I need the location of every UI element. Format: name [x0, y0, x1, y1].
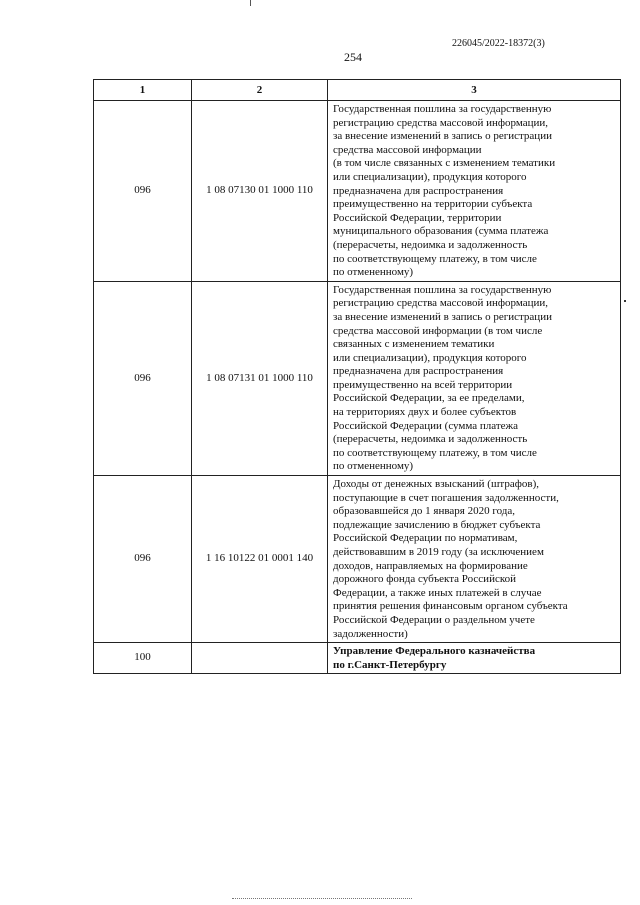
description-line: (в том числе связанных с изменением тематики: [333, 157, 556, 170]
description-cell: [328, 476, 621, 643]
description-line: Российской Федерации о раздельном учете: [333, 613, 535, 626]
description-line: преимущественно на территории субъекта: [333, 198, 533, 211]
description-cell: [328, 643, 621, 674]
description-line: средства массовой информации: [333, 143, 482, 156]
description-line: за внесение изменений в запись о регистрации: [333, 310, 552, 323]
description-line: Российской Федерации, территории: [333, 211, 502, 224]
kbk-code-cell: [192, 643, 328, 674]
table-header-row: [94, 80, 621, 101]
description-line: Федерации, а также иных платежей в случае: [333, 586, 542, 599]
description-line: подлежащие зачислению в бюджет субъекта: [333, 518, 541, 531]
column-header-3: 3: [328, 80, 621, 101]
description-line: (перерасчеты, недоимка и задолженность: [333, 433, 528, 446]
revenue-codes-table: [93, 79, 621, 674]
description-line: или специализации), продукция которого: [333, 170, 527, 183]
description-line: Государственная пошлина за государственную: [333, 103, 552, 115]
description-line: предназначена для распространения: [333, 365, 504, 378]
description-line: средства массовой информации (в том числе: [333, 324, 543, 337]
description-line: или специализации), продукция которого: [333, 351, 527, 364]
description-line: Российской Федерации, за ее пределами,: [333, 392, 525, 405]
description-line: образовавшейся до 1 января 2020 года,: [333, 505, 515, 518]
description-line: Доходы от денежных взысканий (штрафов),: [333, 478, 539, 491]
document-number: 226045/2022-18372(3): [452, 38, 545, 49]
description-line: (перерасчеты, недоимка и задолженность: [333, 238, 528, 251]
description-line: по соответствующему платежу, в том числе: [333, 252, 537, 265]
page-number: 254: [344, 50, 362, 64]
table-row: [94, 643, 621, 674]
description-line: действовавшим в 2019 году (за исключением: [333, 546, 544, 558]
bottom-edge-mark: [232, 898, 412, 900]
description-line: доходов, направляемых на формирование: [333, 559, 528, 572]
description-line: Государственная пошлина за государственную: [333, 283, 552, 296]
description-line: предназначена для распространения: [333, 184, 504, 197]
admin-code-cell: 100: [94, 643, 192, 674]
table-row: [94, 101, 621, 282]
kbk-code-cell: 1 08 07131 01 1000 110: [192, 281, 328, 475]
description-line: дорожного фонда субъекта Российской: [333, 573, 517, 586]
description-line: принятия решения финансовым органом субъекта: [333, 600, 568, 613]
admin-code-cell: 096: [94, 476, 192, 643]
description-line: Управление Федерального казначейства: [333, 645, 536, 658]
description-line: связанных с изменением тематики: [333, 338, 495, 351]
kbk-code-cell: 1 16 10122 01 0001 140: [192, 476, 328, 643]
description-cell: [328, 101, 621, 282]
description-line: поступающие в счет погашения задолженности,: [333, 491, 559, 504]
table-row: [94, 281, 621, 475]
margin-mark: [624, 300, 626, 302]
description-line: на территориях двух и более субъектов: [333, 406, 517, 419]
description-line: Российской Федерации по нормативам,: [333, 532, 518, 545]
description-line: по соответствующему платежу, в том числе: [333, 446, 537, 459]
table-row: [94, 476, 621, 643]
description-line: за внесение изменений в запись о регистрации: [333, 130, 552, 143]
admin-code-cell: 096: [94, 281, 192, 475]
column-header-1: 1: [94, 80, 192, 101]
description-line: преимущественно на всей территории: [333, 378, 513, 391]
description-line: по г.Санкт-Петербургу: [333, 658, 447, 671]
kbk-code-cell: 1 08 07130 01 1000 110: [192, 101, 328, 282]
description-line: регистрацию средства массовой информации,: [333, 116, 549, 129]
description-line: по отмененному): [333, 460, 414, 473]
description-line: Российской Федерации (сумма платежа: [333, 419, 519, 432]
column-header-2: 2: [192, 80, 328, 101]
description-line: регистрацию средства массовой информации,: [333, 297, 549, 310]
top-edge-mark: [250, 0, 251, 6]
admin-code-cell: 096: [94, 101, 192, 282]
description-cell: [328, 281, 621, 475]
description-line: задолженности): [333, 627, 408, 640]
description-line: муниципального образования (сумма платежа: [333, 225, 549, 238]
description-line: по отмененному): [333, 266, 414, 279]
